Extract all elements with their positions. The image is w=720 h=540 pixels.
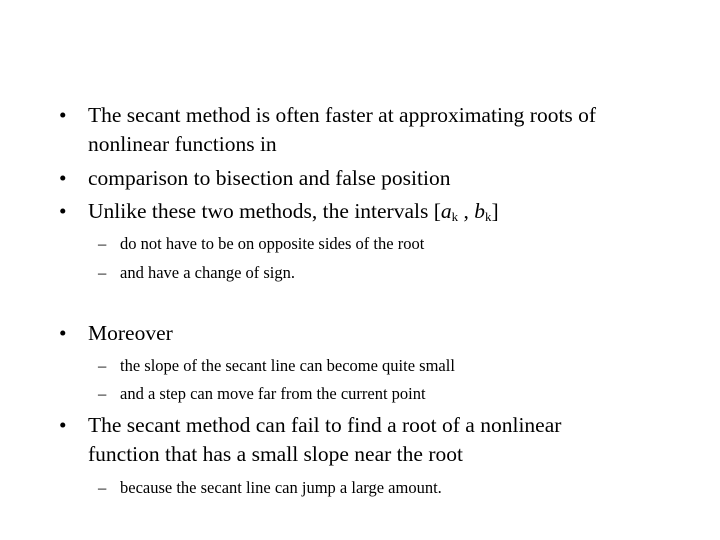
bullet-text-line: The secant method is often faster at approximating roots of bbox=[88, 103, 597, 127]
math-subscript: k bbox=[485, 209, 492, 224]
bullet-text-line: nonlinear functions in bbox=[88, 132, 277, 156]
bullet-item bbox=[59, 319, 669, 348]
bullet-item bbox=[59, 164, 669, 193]
sub-marker: – bbox=[98, 478, 107, 497]
sub-item bbox=[98, 262, 688, 284]
bullet-item bbox=[59, 197, 669, 226]
bullet-text: Moreover bbox=[88, 321, 173, 345]
bullet-marker: • bbox=[59, 166, 67, 190]
math-separator: , bbox=[458, 199, 475, 223]
sub-text: do not have to be on opposite sides of the root bbox=[120, 234, 425, 253]
sub-item bbox=[98, 355, 688, 377]
bullet-text: comparison to bisection and false position bbox=[88, 166, 451, 190]
sub-marker: – bbox=[98, 234, 107, 253]
bullet-marker: • bbox=[59, 199, 67, 223]
bullet-text-prefix: Unlike these two methods, the intervals [ bbox=[88, 199, 441, 223]
bullet-text bbox=[88, 197, 669, 226]
bullet-item bbox=[59, 411, 669, 469]
bullet-marker: • bbox=[59, 103, 67, 127]
math-variable-a: a bbox=[440, 199, 452, 223]
sub-text: and a step can move far from the current point bbox=[120, 384, 426, 403]
math-subscript: k bbox=[451, 209, 459, 224]
bullet-marker: • bbox=[59, 321, 67, 345]
bullet-text-suffix: ] bbox=[491, 199, 499, 223]
sub-text: because the secant line can jump a large amount. bbox=[120, 478, 442, 497]
bullet-text bbox=[88, 411, 669, 469]
sub-item bbox=[98, 383, 688, 405]
bullet-item bbox=[59, 101, 669, 159]
sub-text: and have a change of sign. bbox=[120, 263, 296, 282]
sub-marker: – bbox=[98, 263, 107, 282]
sub-item bbox=[98, 233, 688, 255]
bullet-text-line: The secant method can fail to find a root of a nonlinear bbox=[88, 413, 562, 437]
bullet-text-line: function that has a small slope near the root bbox=[88, 442, 463, 466]
bullet-text bbox=[88, 101, 669, 159]
math-variable-b: b bbox=[474, 199, 486, 223]
sub-text: the slope of the secant line can become quite small bbox=[120, 356, 455, 375]
sub-marker: – bbox=[98, 356, 107, 375]
bullet-marker: • bbox=[59, 413, 67, 437]
sub-item bbox=[98, 477, 688, 499]
sub-marker: – bbox=[98, 384, 107, 403]
